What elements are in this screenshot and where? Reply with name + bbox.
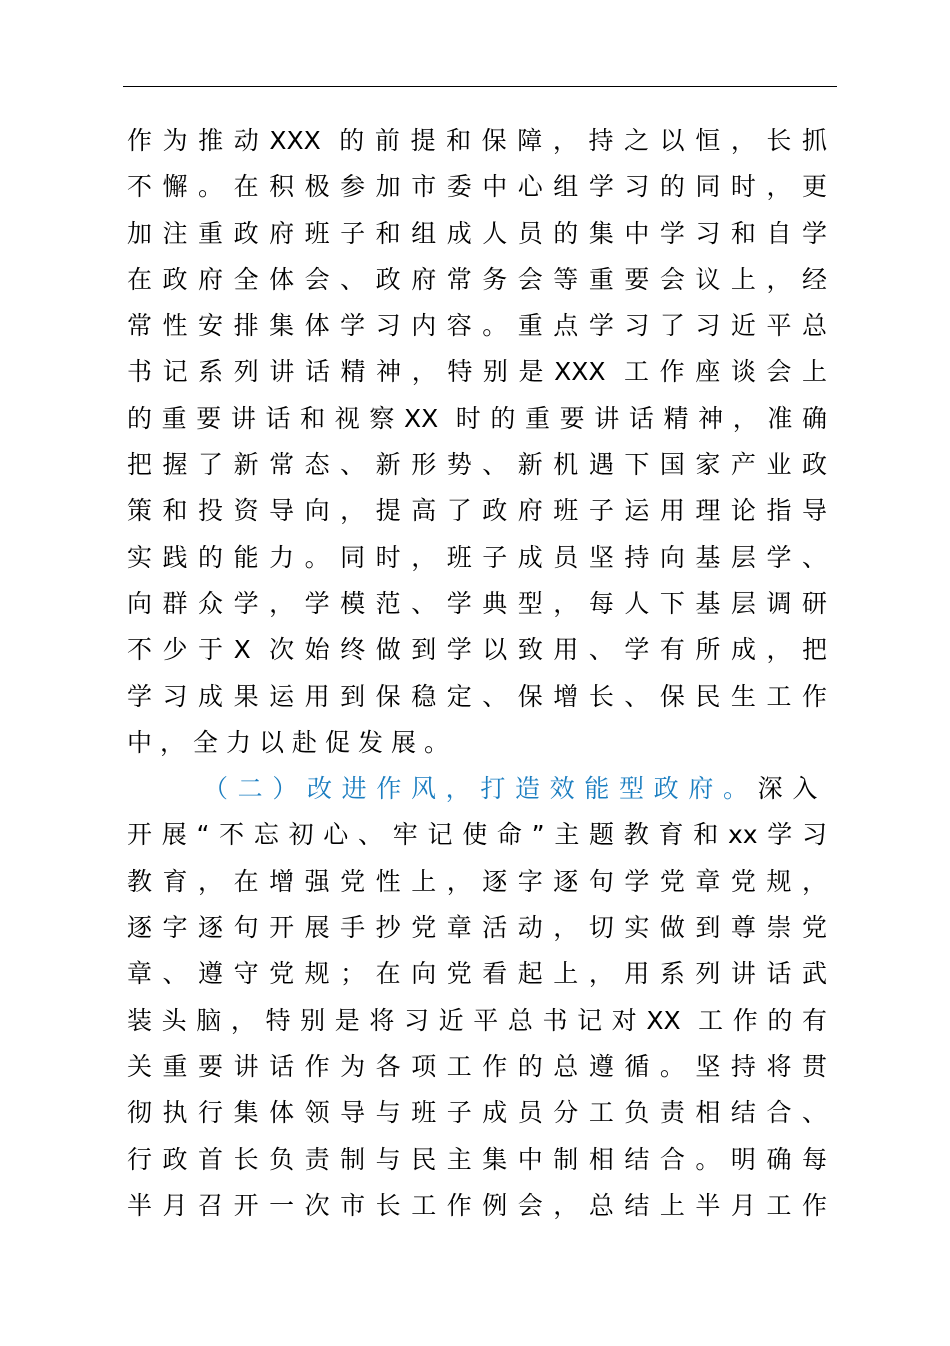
section-heading: （二）改进作风，打造效能型政府。 [203,774,758,804]
text-line: 中，全力以赴促发展。 [127,727,458,757]
paragraph-1 [127,118,827,766]
text-line: 把握了新常态、新形势、新机遇下国家产业政 [127,450,827,480]
text-line: 关重要讲话作为各项工作的总遵循。坚持将贯 [127,1051,827,1081]
text-line: 行政首长负责制与民主集中制相结合。明确每 [127,1144,827,1174]
section-heading-line [127,766,827,812]
header-rule [123,86,837,87]
text-line: 逐字逐句开展手抄党章活动，切实做到尊崇党 [127,913,827,943]
text-line: 不懈。在积极参加市委中心组学习的同时，更 [127,172,827,202]
text-line: 开展“不忘初心、牢记使命”主题教育和xx学习 [127,820,827,850]
text-line: 装头脑，特别是将习近平总书记对XX 工作的有 [127,1005,827,1035]
paragraph-2 [127,766,827,1229]
text-line: 半月召开一次市长工作例会，总结上半月工作 [127,1190,827,1220]
text-line: 的重要讲话和视察XX 时的重要讲话精神，准确 [127,403,827,433]
document-body [127,118,827,1229]
text-line: 不少于X 次始终做到学以致用、学有所成，把 [127,635,827,665]
text-line: 学习成果运用到保稳定、保增长、保民生工作 [127,681,827,711]
text-line: 在政府全体会、政府常务会等重要会议上，经 [127,264,827,294]
text-line: 作为推动XXX 的前提和保障，持之以恒，长抓 [127,126,827,155]
text-line: 实践的能力。同时，班子成员坚持向基层学、 [127,542,827,572]
text-line: 策和投资导向，提高了政府班子运用理论指导 [127,496,827,526]
text-line: 书记系列讲话精神，特别是XXX 工作座谈会上 [127,357,827,387]
text-line: 章、遵守党规；在向党看起上，用系列讲话武 [127,959,827,989]
text-line: 向群众学，学模范、学典型，每人下基层调研 [127,588,827,618]
text-line: 彻执行集体领导与班子成员分工负责相结合、 [127,1098,827,1128]
heading-line-text: 深入 [757,774,828,804]
text-line: 加注重政府班子和组成人员的集中学习和自学 [127,218,827,248]
text-line: 常性安排集体学习内容。重点学习了习近平总 [127,311,827,341]
text-line: 教育，在增强党性上，逐字逐句学党章党规， [127,866,827,896]
